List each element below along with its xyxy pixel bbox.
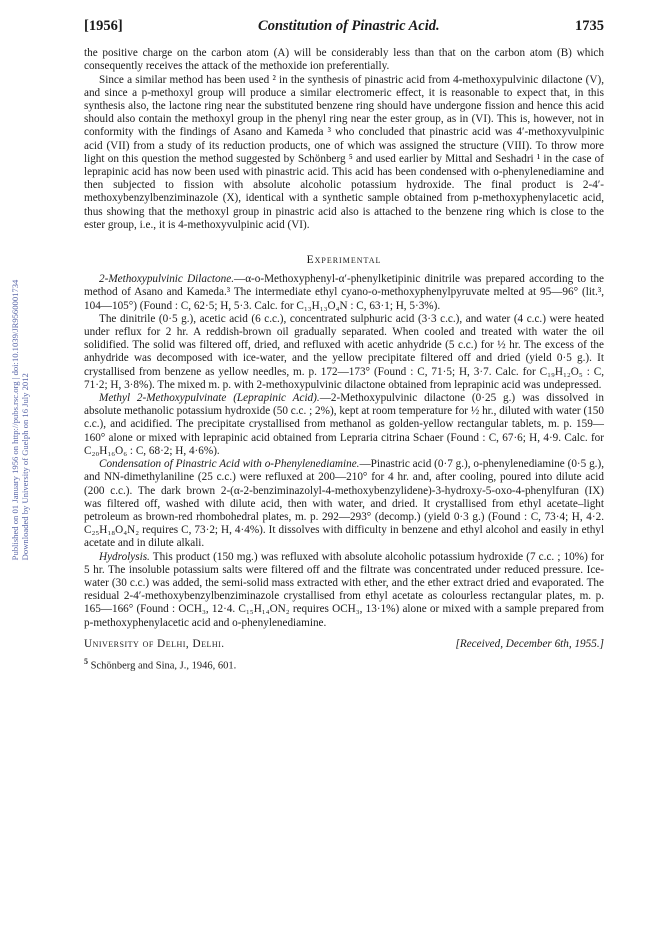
footnote-text: Schönberg and Sina, J., 1946, 601. [88,660,237,672]
running-header [84,20,604,33]
downloaded-note: Downloaded by University of Guelph on 16 July 2012 [20,373,30,561]
journal-year: [1956] [84,18,123,34]
dilactone-text: —α-o-Methoxyphenyl-α′-phenylketipinic dinitrile was prepared according to the method of Asano and Kameda.³ The intermediate ethyl cyano-o-methoxyphenylpyruvate melted at 95—96° (lit.³, 104—105°) (Found : C, 62·5; H, 5·3. Calc. for C₁₃H₁₃O₄N : C, 63·1; H, 5·3%). [84,273,605,312]
leprapinic-text: —2-Methoxypulvinic dilactone (0·25 g.) was dissolved in absolute methanolic potassium hydroxide (50 c.c. ; 2%), kept at room temperature for ½ hr., diluted with water (150 c.c.), and acidified. The precipitate crystallised from methanol as golden-yellow rectangular tablets, m. p. 159—160° alone or mixed with leprapinic acid obtained from Lepraria citrina Schaer (Found : C, 67·6; H, 4·9. Calc. for C₂₀H₁₆O₆ : C, 68·2; H, 4·6%). [84,392,604,457]
experimental-dilactone [84,273,604,313]
received-date: [Received, December 6th, 1955.] [455,637,604,650]
side-margin [0,0,40,936]
paragraph-1: the positive charge on the carbon atom (A) will be considerably less than that on the carbon atom (B) which consequently receives the attack of the methoxide ion preferentially. [84,47,604,73]
footnote-number: 5 [84,656,88,666]
page-number: 1735 [574,18,604,34]
hydrolysis-heading: Hydrolysis. [99,550,150,563]
hydrolysis-text: This product (150 mg.) was refluxed with absolute alcoholic potassium hydroxide (7 c.c. ; 10%) for 5 hr. The insoluble potassium salts were filtered off and the filtrate was concentrated under reduced pressure. Ice-water (30 c.c.) was added, the semi-solid mass extracted with ether, and the ether extract dried and evaporated. The residual 2-4′-methoxybenzylbenziminazole crystallised from ethyl acetate as colourless rectangular plates, m. p. 165—166° (Found : OCH₃, 12·4. C₁₅H₁₄ON₂ requires OCH₃, 13·1%) alone or mixed with a sample prepared from p-methoxyphenylacetic acid and o-phenylenediamine. [84,550,604,629]
experimental-leprapinic [84,392,604,458]
dilactone-heading: 2-Methoxypulvinic Dilactone. [99,273,234,286]
condensation-text: —Pinastric acid (0·7 g.), o-phenylenediamine (0·5 g.), and NN-dimethylaniline (25 c.c.) were refluxed at 200—210° for 4 hr. and, after cooling, poured into dilute acid (200 c.c.). The dark brown 2-(α-2-benziminazolyl-4-methoxybenzylidene)-3-hydroxy-5-oxo-4-phenylfuran (IX) was filtered off, washed with dilute acid, then with water, and dried. It crystallised from ethyl acetate–light petroleum as brown-red rhombohedral plates, m. p. 292—293° (decomp.) (yield 0·3 g.) (Found : C, 73·4; H, 4·2. C₂₅H₁₈O₄N₂ requires C, 73·2; H, 4·4%). It dissolves with difficulty in benzene and ethyl alcohol and easily in ethyl acetate and in dilute alkali. [84,458,604,550]
article-title: Constitution of Pinastric Acid. [258,18,440,34]
condensation-heading: Condensation of Pinastric Acid with o-Phenylenediamine. [99,458,360,471]
experimental-hydrolysis [84,551,604,630]
page [84,20,604,673]
published-note: Published on 01 January 1956 on http://pubs.rsc.org | doi:10.1039/JR9560001734 [10,279,20,561]
affiliation: University of Delhi, Delhi. [84,637,225,650]
leprapinic-heading: Methyl 2-Methoxypulvinate (Leprapinic Acid). [99,392,320,405]
experimental-condensation [84,458,604,550]
section-heading: Experimental [306,254,382,267]
footnote [84,655,604,673]
side-watermark [10,280,30,561]
experimental-dinitrile: The dinitrile (0·5 g.), acetic acid (6 c.c.), concentrated sulphuric acid (3·3 c.c.), and water (4 c.c.) were heated under reflux for 2 hr. A reddish-brown oil gradually separated. When cooled and treated with water the oil solidified. The solid was filtered off, dried, and refluxed with acetic anhydride (5 c.c.) for ½ hr. The excess of the anhydride was decomposed with ice-water, and the yellow precipitate filtered off and dried (yield 0·5 g.). It crystallised from benzene as yellow needles, m. p. 172—173° (Found : C, 71·5; H, 3·7. Calc. for C₁₉H₁₂O₅ : C, 71·2; H, 3·8%). The mixed m. p. with 2-methoxypulvinic dilactone obtained from leprapinic acid was undepressed. [84,312,604,391]
affiliation-line [84,638,604,651]
paragraph-2: Since a similar method has been used ² in the synthesis of pinastric acid from 4-methoxypulvinic dilactone (V), and since a p-methoxyl group will produce a similar electromeric effect, it is reasonable to expect that, in this synthesis also, the lactone ring near the substituted benzene ring should have undergone fission and hence this acid should also contain the methoxyl group in the phenyl ring near the ester group, as in (VI). This is, however, not in conformity with the findings of Asano and Kameda ³ who concluded that pinastric acid was 4′-methoxyvulpinic acid (VII) from a study of its reduction products, one of which was assigned the structure (VIII). To throw more light on this question the method suggested by Schönberg ⁵ and used earlier by Mittal and Seshadri ¹ in the case of leprapinic acid has now been used with pinastric acid. This acid has been condensed with o-phenylenediamine and then subjected to fission with absolute alcoholic potassium hydroxide. The final product is 2-4′-methoxybenzylbenziminazole (X), identical with a synthetic sample obtained from p-methoxyphenylacetic acid, thus showing that the methoxyl group in pinastric acid also is attached to the benzene ring which is close to the ester group, i.e., it is 4-methoxyvulpinic acid (VI). [84,73,604,231]
